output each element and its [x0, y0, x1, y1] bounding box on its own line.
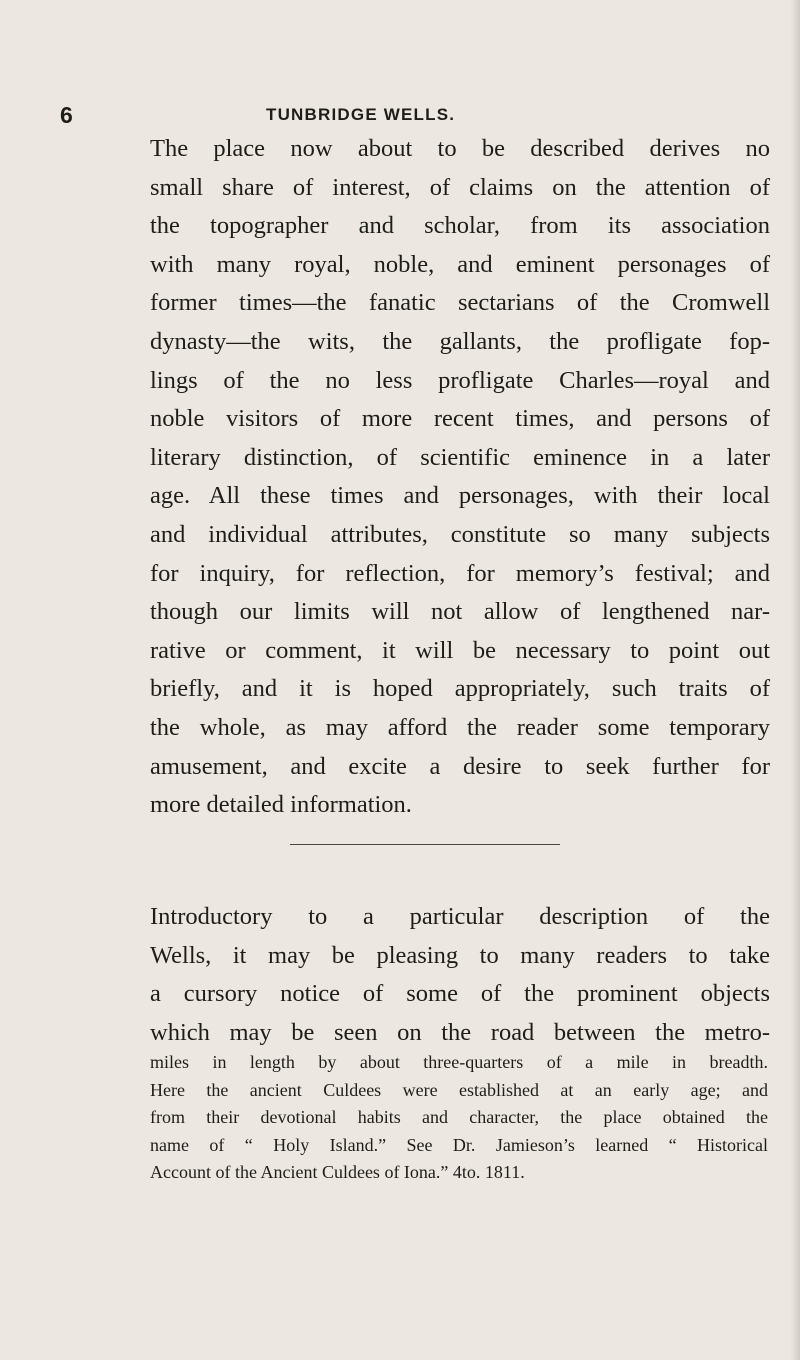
paragraph-intro: [150, 130, 770, 825]
text-line: literary distinction, of scientific eminence in a later: [150, 443, 770, 471]
text-line: small share of interest, of claims on the attention of: [150, 173, 770, 201]
footnote-line: from their devotional habits and character, the place obtained the: [150, 1107, 768, 1127]
footnote-line: Account of the Ancient Culdees of Iona.” 4to. 1811.: [150, 1162, 525, 1182]
footnote-line: name of “ Holy Island.” See Dr. Jamieson’s learned “ Historical: [150, 1134, 768, 1155]
page-edge-shadow: [790, 0, 800, 1360]
footnote-line: Here the ancient Culdees were established at an early age; and: [150, 1079, 768, 1100]
text-line: Wells, it may be pleasing to many readers to take: [150, 941, 770, 969]
footnote: [150, 1049, 768, 1187]
text-line: more detailed information.: [150, 791, 412, 819]
text-line: Introductory to a particular description of the: [150, 903, 770, 930]
running-title: TUNBRIDGE WELLS.: [266, 105, 456, 124]
text-line: for inquiry, for reflection, for memory’s festival; and: [150, 559, 770, 587]
text-line: the topographer and scholar, from its association: [150, 212, 770, 240]
running-head: [0, 102, 800, 132]
text-line: former times—the fanatic sectarians of the Cromwell: [150, 289, 770, 317]
page-number: 6: [60, 102, 73, 128]
footnote-line: miles in length by about three-quarters of a mile in breadth.: [150, 1052, 768, 1072]
text-line: noble visitors of more recent times, and persons of: [150, 405, 770, 433]
text-line: which may be seen on the road between the metro-: [150, 1018, 770, 1046]
text-line: rative or comment, it will be necessary to point out: [150, 636, 770, 664]
paragraph-introductory: [150, 898, 770, 1052]
text-line: with many royal, noble, and eminent personages of: [150, 250, 770, 278]
text-line: lings of the no less profligate Charles—royal and: [150, 366, 770, 394]
text-line: though our limits will not allow of lengthened nar-: [150, 598, 770, 626]
text-line: a cursory notice of some of the prominent objects: [150, 980, 770, 1008]
section-divider: [290, 844, 560, 845]
text-line: age. All these times and personages, with their local: [150, 482, 770, 510]
text-line: briefly, and it is hoped appropriately, such traits of: [150, 675, 770, 703]
text-line: amusement, and excite a desire to seek further for: [150, 752, 770, 780]
text-line: the whole, as may afford the reader some temporary: [150, 713, 770, 741]
text-line: The place now about to be described derives no: [150, 135, 770, 162]
text-line: dynasty—the wits, the gallants, the profligate fop-: [150, 327, 770, 355]
text-line: and individual attributes, constitute so many subjects: [150, 520, 770, 548]
